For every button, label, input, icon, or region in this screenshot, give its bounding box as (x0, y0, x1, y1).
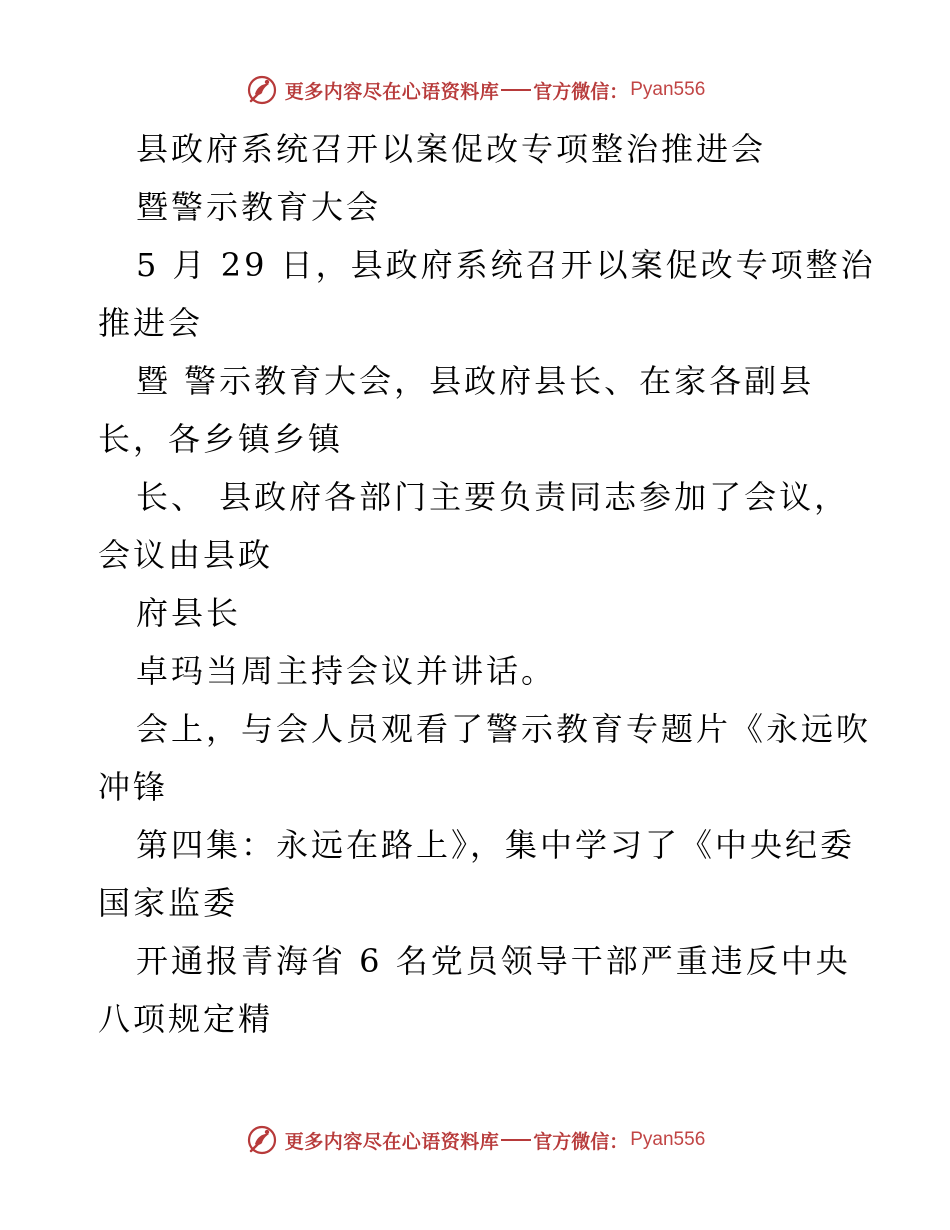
watermark-contact-label: 官方微信： (533, 80, 629, 103)
watermark-contact-id: Pyan556 (630, 1129, 706, 1150)
watermark-slogan: 更多内容尽在心语资料库 (284, 80, 500, 103)
document-line: 会议由县政 (98, 536, 274, 574)
document-line: 长、 县政府各部门主要负责同志参加了会议， (136, 478, 850, 516)
document-line: 5 月 29 日，县政府系统召开以案促改专项整治 (136, 246, 876, 284)
document-body (98, 120, 876, 1048)
rose-pen-logo-icon (245, 73, 279, 107)
document-line: 暨 警示教育大会，县政府县长、在家各副县 (136, 362, 815, 400)
document-line: 府县长 (136, 594, 242, 632)
document-line: 会上，与会人员观看了警示教育专题片《永远吹 (136, 710, 872, 748)
document-line: 暨警示教育大会 (136, 188, 382, 226)
watermark-slogan: 更多内容尽在心语资料库 (284, 1130, 500, 1153)
watermark-contact-label: 官方微信： (533, 1130, 629, 1153)
header-watermark (0, 70, 950, 110)
document-line: 国家监委 (98, 884, 239, 922)
document-line: 卓玛当周主持会议并讲话。 (136, 652, 557, 690)
document-line: 长，各乡镇乡镇 (98, 420, 344, 458)
rose-pen-logo-icon (245, 1123, 279, 1157)
footer-watermark (0, 1120, 950, 1160)
document-line: 县政府系统召开以案促改专项整治推进会 (136, 130, 767, 168)
watermark-dash (501, 1139, 531, 1141)
watermark-contact-id: Pyan556 (630, 79, 706, 100)
document-line: 第四集：永远在路上》，集中学习了《中央纪委 (136, 826, 856, 864)
watermark-dash (501, 89, 531, 91)
document-line: 八项规定精 (98, 1000, 274, 1038)
document-line: 开通报青海省 6 名党员领导干部严重违反中央 (136, 942, 851, 980)
document-line: 推进会 (98, 304, 204, 342)
document-line: 冲锋 (98, 768, 169, 806)
